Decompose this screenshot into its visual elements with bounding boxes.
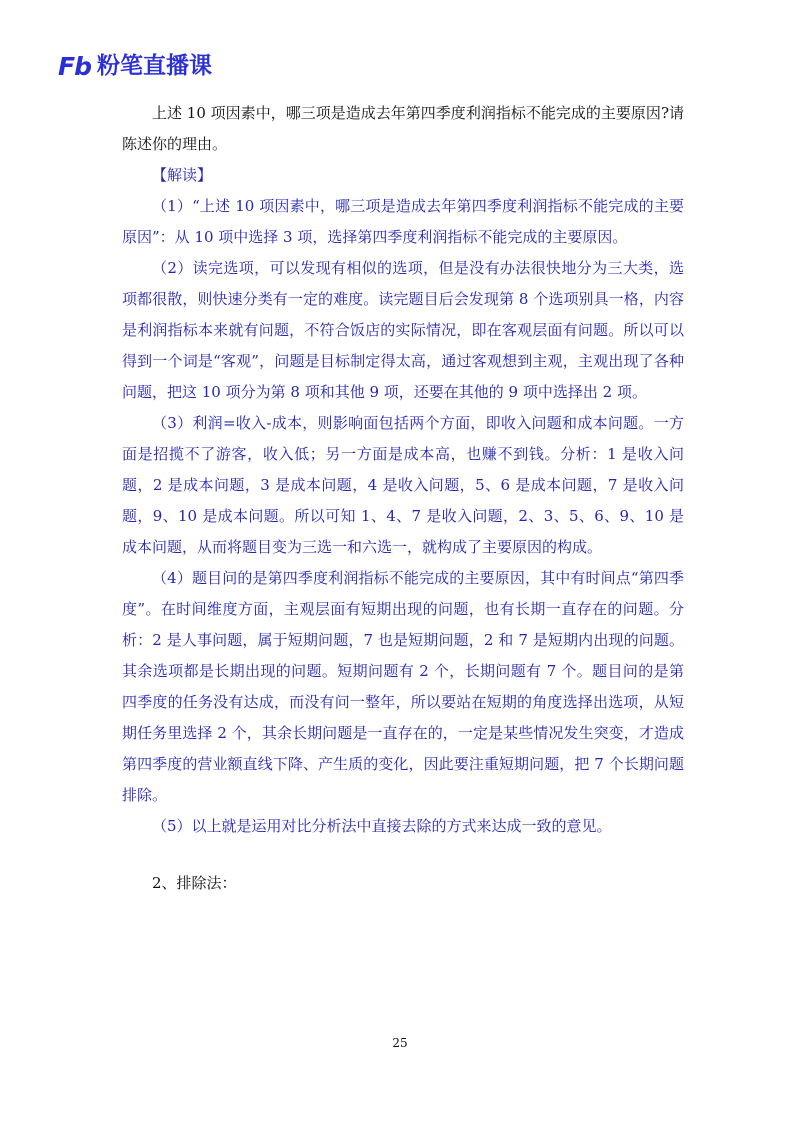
document-body bbox=[122, 98, 684, 899]
page-number: 25 bbox=[392, 1036, 408, 1050]
analysis-paragraph-4: （4）题目问的是第四季度利润指标不能完成的主要原因，其中有时间点“第四季度”。在时间维度方面，主观层面有短期出现的问题，也有长期一直存在的问题。分析：2 是人事问题，属于短期问题，7 也是短期问题，2 和 7 是短期内出现的问题。其余选项都是长期出现的问题。短期问题有 2 个，长期问题有 7 个。题目问的是第四季度的任务没有达成，而没有问一整年，所以要站在短期的角度选择出选项，从短期任务里选择 2 个，其余长期问题是一直存在的，一定是某些情况发生突变，才造成第四季度的营业额直线下降、产生质的变化，因此要注重短期问题，把 7 个长期问题排除。 bbox=[122, 569, 684, 804]
fenbi-logo-icon: Fb bbox=[58, 52, 91, 81]
analysis-paragraph-1: （1）“上述 10 项因素中，哪三项是造成去年第四季度利润指标不能完成的主要原因”：从 10 项中选择 3 项，选择第四季度利润指标不能完成的主要原因。 bbox=[122, 197, 684, 246]
analysis-paragraph-3: （3）利润=收入-成本，则影响面包括两个方面，即收入问题和成本问题。一方面是招揽不了游客，收入低；另一方面是成本高，也赚不到钱。分析：1 是收入问题，2 是成本问题，3 是成本问题，4 是收入问题，5、6 是成本问题，7 是收入问题，9、10 是成本问题。所以可知 1、4、7 是收入问题，2、3、5、6、9、10 是成本问题，从而将题目变为三选一和六选一，就构成了主要原因的构成。 bbox=[122, 414, 684, 556]
brand-name: 粉笔直播课 bbox=[96, 53, 212, 79]
analysis-paragraph-5: （5）以上就是运用对比分析法中直接去除的方式来达成一致的意见。 bbox=[152, 817, 612, 835]
question-paragraph: 上述 10 项因素中，哪三项是造成去年第四季度利润指标不能完成的主要原因?请陈述你的理由。 bbox=[122, 104, 684, 153]
analysis-label: 【解读】 bbox=[152, 166, 213, 184]
analysis-paragraph-2: （2）读完选项，可以发现有相似的选项，但是没有办法很快地分为三大类，选项都很散，则快速分类有一定的难度。读完题目后会发现第 8 个选项别具一格，内容是利润指标本来就有问题，不符合饭店的实际情况，即在客观层面有问题。所以可以得到一个词是“客观”，问题是目标制定得太高，通过客观想到主观，主观出现了各种问题，把这 10 项分为第 8 项和其他 9 项，还要在其他的 9 项中选择出 2 项。 bbox=[122, 259, 684, 401]
section-heading: 2、排除法： bbox=[152, 874, 237, 892]
brand-logo bbox=[58, 54, 212, 79]
